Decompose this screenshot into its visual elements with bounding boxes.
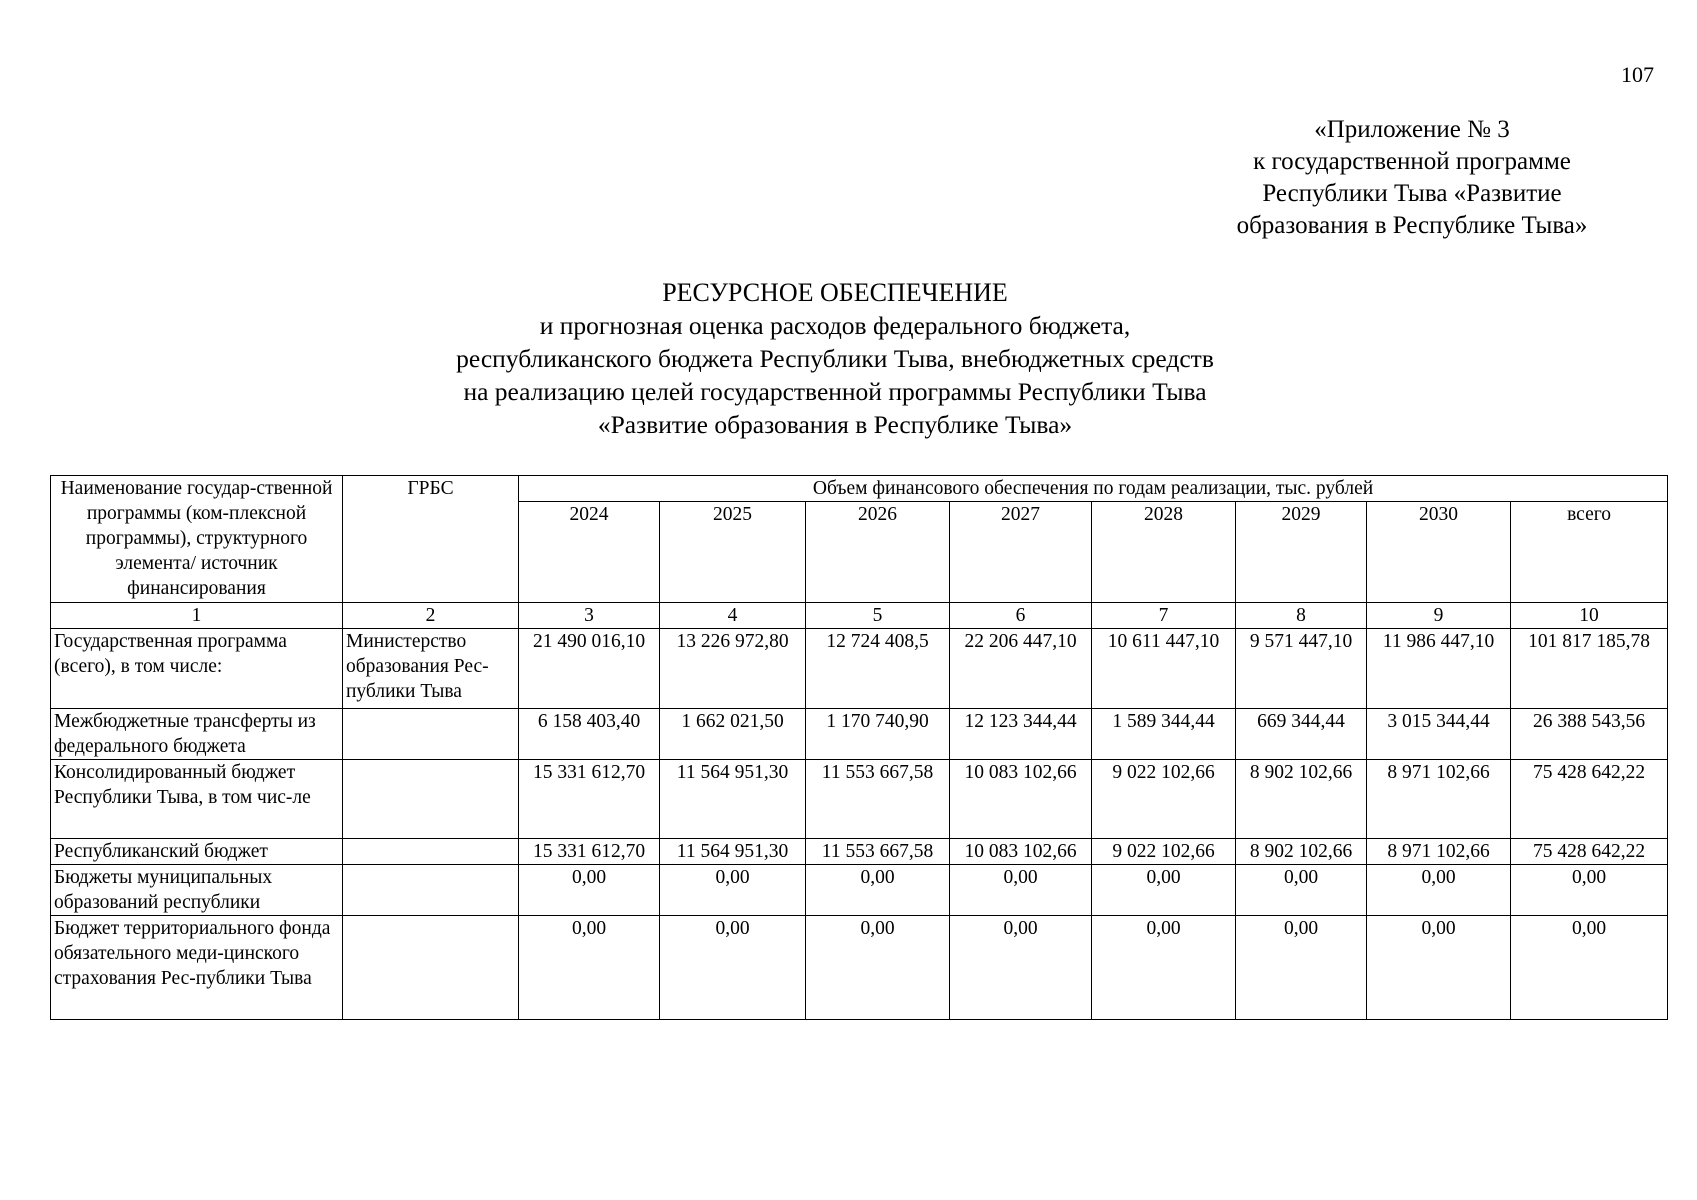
table-row-municipal-budgets: [51, 865, 1668, 916]
table-row-program-total: [51, 629, 1668, 709]
row-name: Консолидированный бюджет Республики Тыва, в том чис-ле: [51, 760, 343, 839]
table-row-health-insurance-fund: [51, 916, 1668, 1020]
table-row-federal-transfers: [51, 709, 1668, 760]
value-2024: 0,00: [519, 916, 660, 1020]
row-grbs: [343, 839, 519, 865]
table-row-republican-budget: [51, 839, 1668, 865]
value-2026: 0,00: [806, 916, 950, 1020]
value-2026: 12 724 408,5: [806, 629, 950, 709]
value-2027: 0,00: [950, 865, 1092, 916]
title-line: республиканского бюджета Республики Тыва, внебюджетных средств: [456, 344, 1214, 373]
header-year: 2028: [1092, 502, 1236, 603]
value-2025: 0,00: [660, 865, 806, 916]
title-line: и прогнозная оценка расходов федерального бюджета,: [539, 311, 1131, 340]
value-2026: 11 553 667,58: [806, 839, 950, 865]
value-2027: 22 206 447,10: [950, 629, 1092, 709]
value-2026: 11 553 667,58: [806, 760, 950, 839]
column-number: 10: [1511, 603, 1668, 629]
table-row-consolidated-budget: [51, 760, 1668, 839]
value-total: 75 428 642,22: [1511, 839, 1668, 865]
header-year: 2026: [806, 502, 950, 603]
value-2028: 0,00: [1092, 916, 1236, 1020]
header-year-total: всего: [1511, 502, 1668, 603]
value-total: 0,00: [1511, 865, 1668, 916]
column-number: 6: [950, 603, 1092, 629]
row-grbs: [343, 916, 519, 1020]
value-2030: 8 971 102,66: [1367, 839, 1511, 865]
column-number: 5: [806, 603, 950, 629]
value-2029: 8 902 102,66: [1236, 760, 1367, 839]
header-year: 2029: [1236, 502, 1367, 603]
column-number: 1: [51, 603, 343, 629]
appendix-line: «Приложение № 3: [1314, 116, 1510, 143]
title-line: «Развитие образования в Республике Тыва»: [597, 410, 1073, 439]
row-grbs: Министерство образования Рес-публики Тыва: [343, 629, 519, 709]
value-2024: 21 490 016,10: [519, 629, 660, 709]
value-2024: 15 331 612,70: [519, 760, 660, 839]
column-number-row: [51, 603, 1668, 629]
appendix-caption: [1194, 114, 1630, 242]
value-2029: 669 344,44: [1236, 709, 1367, 760]
value-2029: 0,00: [1236, 865, 1367, 916]
appendix-line: образования в Республике Тыва»: [1236, 212, 1588, 239]
header-volume: Объем финансового обеспечения по годам реализации, тыс. рублей: [519, 476, 1668, 502]
header-year: 2024: [519, 502, 660, 603]
row-grbs: [343, 865, 519, 916]
header-year: 2030: [1367, 502, 1511, 603]
value-2027: 12 123 344,44: [950, 709, 1092, 760]
value-2026: 0,00: [806, 865, 950, 916]
value-2028: 1 589 344,44: [1092, 709, 1236, 760]
budget-table: [50, 475, 1668, 1020]
header-year: 2027: [950, 502, 1092, 603]
document-title: [335, 276, 1335, 441]
header-year: 2025: [660, 502, 806, 603]
value-2029: 0,00: [1236, 916, 1367, 1020]
value-2025: 0,00: [660, 916, 806, 1020]
column-number: 4: [660, 603, 806, 629]
value-2030: 0,00: [1367, 865, 1511, 916]
value-2030: 3 015 344,44: [1367, 709, 1511, 760]
value-2027: 10 083 102,66: [950, 839, 1092, 865]
value-2025: 11 564 951,30: [660, 760, 806, 839]
header-grbs: ГРБС: [343, 476, 519, 603]
row-name: Бюджет территориального фонда обязательного меди-цинского страхования Рес-публики Тыва: [51, 916, 343, 1020]
value-total: 0,00: [1511, 916, 1668, 1020]
value-2030: 0,00: [1367, 916, 1511, 1020]
row-grbs: [343, 709, 519, 760]
value-2028: 10 611 447,10: [1092, 629, 1236, 709]
value-total: 26 388 543,56: [1511, 709, 1668, 760]
value-2030: 11 986 447,10: [1367, 629, 1511, 709]
appendix-line: Республики Тыва «Развитие: [1262, 180, 1562, 207]
title-line: на реализацию целей государственной программы Республики Тыва: [463, 377, 1207, 406]
value-2027: 10 083 102,66: [950, 760, 1092, 839]
row-grbs: [343, 760, 519, 839]
title-main: РЕСУРСНОЕ ОБЕСПЕЧЕНИЕ: [662, 278, 1008, 307]
value-2029: 9 571 447,10: [1236, 629, 1367, 709]
row-name: Государственная программа (всего), в том числе:: [51, 629, 343, 709]
value-2030: 8 971 102,66: [1367, 760, 1511, 839]
column-number: 2: [343, 603, 519, 629]
value-2028: 9 022 102,66: [1092, 839, 1236, 865]
value-2025: 11 564 951,30: [660, 839, 806, 865]
value-total: 101 817 185,78: [1511, 629, 1668, 709]
row-name: Бюджеты муниципальных образований республики: [51, 865, 343, 916]
value-2024: 0,00: [519, 865, 660, 916]
column-number: 9: [1367, 603, 1511, 629]
column-number: 3: [519, 603, 660, 629]
column-number: 8: [1236, 603, 1367, 629]
page-number: 107: [1621, 62, 1654, 87]
row-name: Межбюджетные трансферты из федерального бюджета: [51, 709, 343, 760]
column-number: 7: [1092, 603, 1236, 629]
value-2026: 1 170 740,90: [806, 709, 950, 760]
value-2027: 0,00: [950, 916, 1092, 1020]
row-name: Республиканский бюджет: [51, 839, 343, 865]
value-2025: 13 226 972,80: [660, 629, 806, 709]
value-2028: 0,00: [1092, 865, 1236, 916]
value-total: 75 428 642,22: [1511, 760, 1668, 839]
value-2024: 15 331 612,70: [519, 839, 660, 865]
header-name: Наименование государ-ственной программы (ком-плексной программы), структурного элемента/ источник финансирования: [51, 476, 343, 603]
value-2024: 6 158 403,40: [519, 709, 660, 760]
value-2025: 1 662 021,50: [660, 709, 806, 760]
value-2028: 9 022 102,66: [1092, 760, 1236, 839]
header-row: [51, 476, 1668, 502]
appendix-line: к государственной программе: [1253, 148, 1571, 175]
value-2029: 8 902 102,66: [1236, 839, 1367, 865]
